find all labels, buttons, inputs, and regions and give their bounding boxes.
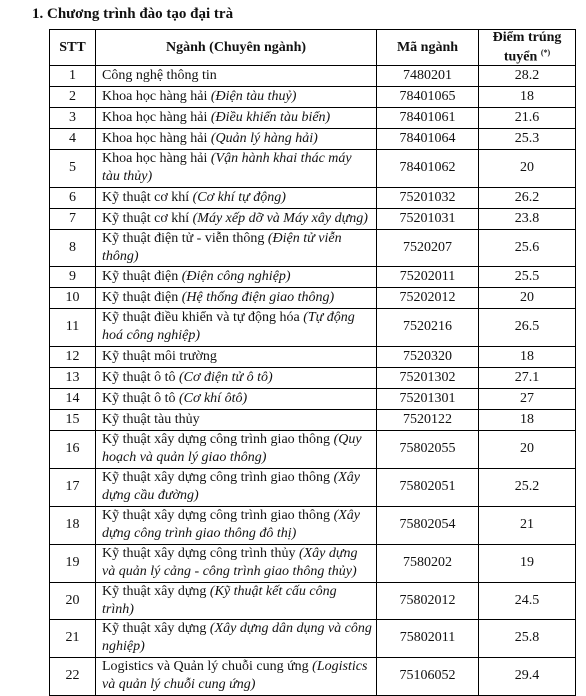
cell-major <box>96 544 377 582</box>
cell-stt: 17 <box>50 468 96 506</box>
cell-major <box>96 582 377 619</box>
header-major: Ngành (Chuyên ngành) <box>96 30 377 66</box>
table-row <box>50 468 576 506</box>
table-row <box>50 308 576 346</box>
cell-score: 25.8 <box>479 619 576 657</box>
table-row <box>50 107 576 128</box>
cell-major <box>96 266 377 287</box>
major-name: Kỹ thuật xây dựng <box>102 583 207 599</box>
cell-score: 18 <box>479 346 576 367</box>
table-row <box>50 430 576 468</box>
cell-stt: 21 <box>50 619 96 657</box>
cell-score: 24.5 <box>479 582 576 619</box>
cell-code: 75802054 <box>377 506 479 544</box>
cell-score: 19 <box>479 544 576 582</box>
cell-stt: 14 <box>50 388 96 409</box>
specialization-name: (Điện tàu thuỷ) <box>210 88 297 104</box>
cell-score: 25.6 <box>479 229 576 266</box>
cell-stt: 15 <box>50 409 96 430</box>
cell-major <box>96 388 377 409</box>
cell-score: 25.5 <box>479 266 576 287</box>
major-name: Kỹ thuật điện tử - viễn thông <box>102 230 265 246</box>
specialization-name: (Quy hoạch và quản lý giao thông) <box>102 432 362 466</box>
specialization-name: (Máy xếp dỡ và Máy xây dựng) <box>192 210 368 226</box>
cell-score: 28.2 <box>479 65 576 86</box>
table-row <box>50 367 576 388</box>
table-row <box>50 187 576 208</box>
specialization-name: (Hệ thống điện giao thông) <box>181 289 335 305</box>
cell-score: 21.6 <box>479 107 576 128</box>
cell-major <box>96 657 377 695</box>
table-body <box>50 65 576 695</box>
table-row <box>50 619 576 657</box>
cell-major <box>96 86 377 107</box>
table-row <box>50 229 576 266</box>
cell-score: 18 <box>479 409 576 430</box>
cell-score: 20 <box>479 430 576 468</box>
table-header-row <box>50 30 576 66</box>
cell-major <box>96 506 377 544</box>
cell-stt: 1 <box>50 65 96 86</box>
specialization-name: (Điện công nghiệp) <box>181 268 291 284</box>
cell-stt: 22 <box>50 657 96 695</box>
table-row <box>50 65 576 86</box>
cell-major <box>96 208 377 229</box>
specialization-name: (Điều khiển tàu biển) <box>210 109 331 125</box>
header-score-label: Điểm trúng tuyển <box>492 30 562 65</box>
major-name: Khoa học hàng hải <box>102 109 208 125</box>
cell-stt: 20 <box>50 582 96 619</box>
cell-score: 27.1 <box>479 367 576 388</box>
cell-code: 78401062 <box>377 149 479 187</box>
cell-code: 75106052 <box>377 657 479 695</box>
table-row <box>50 657 576 695</box>
cell-major <box>96 229 377 266</box>
cell-stt: 3 <box>50 107 96 128</box>
major-name: Kỹ thuật xây dựng công trình giao thông <box>102 508 331 524</box>
table-row <box>50 582 576 619</box>
cell-stt: 6 <box>50 187 96 208</box>
header-score-note: (*) <box>540 48 551 57</box>
table-row <box>50 544 576 582</box>
cell-code: 75201031 <box>377 208 479 229</box>
cell-stt: 10 <box>50 287 96 308</box>
table-row <box>50 86 576 107</box>
cell-major <box>96 308 377 346</box>
cell-code: 78401065 <box>377 86 479 107</box>
cell-code: 7520207 <box>377 229 479 266</box>
cell-major <box>96 409 377 430</box>
cell-score: 20 <box>479 149 576 187</box>
header-score <box>479 30 576 66</box>
table-row <box>50 388 576 409</box>
major-name: Kỹ thuật xây dựng công trình thủy <box>102 546 296 562</box>
specialization-name: (Logistics và quản lý chuỗi cung ứng) <box>102 659 368 693</box>
cell-major <box>96 128 377 149</box>
cell-code: 78401064 <box>377 128 479 149</box>
cell-code: 75201301 <box>377 388 479 409</box>
cell-stt: 18 <box>50 506 96 544</box>
cell-stt: 5 <box>50 149 96 187</box>
cell-major <box>96 107 377 128</box>
table-row <box>50 149 576 187</box>
major-name: Khoa học hàng hải <box>102 151 208 167</box>
table-row <box>50 409 576 430</box>
cell-score: 23.8 <box>479 208 576 229</box>
table-row <box>50 128 576 149</box>
cell-score: 29.4 <box>479 657 576 695</box>
cell-stt: 13 <box>50 367 96 388</box>
cell-code: 75802011 <box>377 619 479 657</box>
table-row <box>50 506 576 544</box>
cell-code: 78401061 <box>377 107 479 128</box>
cell-code: 75201032 <box>377 187 479 208</box>
major-name: Kỹ thuật điện <box>102 289 179 305</box>
table-row <box>50 266 576 287</box>
cell-code: 7480201 <box>377 65 479 86</box>
cell-stt: 9 <box>50 266 96 287</box>
major-name: Kỹ thuật xây dựng công trình giao thông <box>102 470 331 486</box>
cell-major <box>96 367 377 388</box>
cell-major <box>96 346 377 367</box>
major-name: Khoa học hàng hải <box>102 130 208 146</box>
major-name: Kỹ thuật xây dựng <box>102 621 207 637</box>
cell-code: 7520122 <box>377 409 479 430</box>
major-name: Khoa học hàng hải <box>102 88 208 104</box>
table-row <box>50 287 576 308</box>
admission-score-table <box>49 29 576 696</box>
specialization-name: (Xây dựng cầu đường) <box>102 470 360 504</box>
cell-score: 20 <box>479 287 576 308</box>
cell-score: 21 <box>479 506 576 544</box>
cell-major <box>96 468 377 506</box>
cell-major <box>96 287 377 308</box>
cell-major <box>96 619 377 657</box>
specialization-name: (Cơ khí ôtô) <box>179 390 248 406</box>
major-name: Kỹ thuật cơ khí <box>102 189 190 205</box>
cell-stt: 19 <box>50 544 96 582</box>
cell-score: 27 <box>479 388 576 409</box>
cell-code: 7520216 <box>377 308 479 346</box>
cell-stt: 2 <box>50 86 96 107</box>
cell-code: 75802012 <box>377 582 479 619</box>
major-name: Kỹ thuật ô tô <box>102 390 176 406</box>
cell-score: 25.3 <box>479 128 576 149</box>
major-name: Kỹ thuật xây dựng công trình giao thông <box>102 432 331 448</box>
specialization-name: (Xây dựng và quản lý cảng - công trình giao thông thủy) <box>102 546 358 580</box>
cell-major <box>96 149 377 187</box>
cell-code: 75201302 <box>377 367 479 388</box>
specialization-name: (Cơ điện tử ô tô) <box>179 369 273 385</box>
cell-code: 7580202 <box>377 544 479 582</box>
cell-score: 18 <box>479 86 576 107</box>
table-row <box>50 208 576 229</box>
cell-major <box>96 187 377 208</box>
major-name: Kỹ thuật điều khiển và tự động hóa <box>102 310 300 326</box>
cell-code: 75202012 <box>377 287 479 308</box>
major-name: Kỹ thuật tàu thủy <box>102 411 200 427</box>
cell-code: 75202011 <box>377 266 479 287</box>
major-name: Kỹ thuật môi trường <box>102 348 217 364</box>
specialization-name: (Kỹ thuật kết cấu công trình) <box>102 583 337 617</box>
major-name: Kỹ thuật ô tô <box>102 369 176 385</box>
specialization-name: (Xây dựng công trình giao thông đô thị) <box>102 508 360 542</box>
cell-score: 26.2 <box>479 187 576 208</box>
cell-major <box>96 65 377 86</box>
cell-score: 26.5 <box>479 308 576 346</box>
specialization-name: (Vận hành khai thác máy tàu thủy) <box>102 151 352 185</box>
specialization-name: (Cơ khí tự động) <box>192 189 286 205</box>
major-name: Kỹ thuật điện <box>102 268 179 284</box>
cell-code: 75802055 <box>377 430 479 468</box>
cell-stt: 16 <box>50 430 96 468</box>
specialization-name: (Xây dựng dân dụng và công nghiệp) <box>102 621 372 655</box>
table-row <box>50 346 576 367</box>
cell-major <box>96 430 377 468</box>
major-name: Kỹ thuật cơ khí <box>102 210 190 226</box>
specialization-name: (Tự động hoá công nghiệp) <box>102 310 355 344</box>
cell-score: 25.2 <box>479 468 576 506</box>
major-name: Công nghệ thông tin <box>102 67 217 83</box>
specialization-name: (Điện tử viễn thông) <box>102 230 342 264</box>
header-stt: STT <box>50 30 96 66</box>
cell-stt: 11 <box>50 308 96 346</box>
major-name: Logistics và Quản lý chuỗi cung ứng <box>102 659 309 675</box>
specialization-name: (Quản lý hàng hải) <box>210 130 318 146</box>
section-heading: 1. Chương trình đào tạo đại trà <box>32 6 234 22</box>
cell-code: 7520320 <box>377 346 479 367</box>
cell-stt: 8 <box>50 229 96 266</box>
header-code: Mã ngành <box>377 30 479 66</box>
cell-stt: 4 <box>50 128 96 149</box>
cell-stt: 7 <box>50 208 96 229</box>
cell-code: 75802051 <box>377 468 479 506</box>
cell-stt: 12 <box>50 346 96 367</box>
